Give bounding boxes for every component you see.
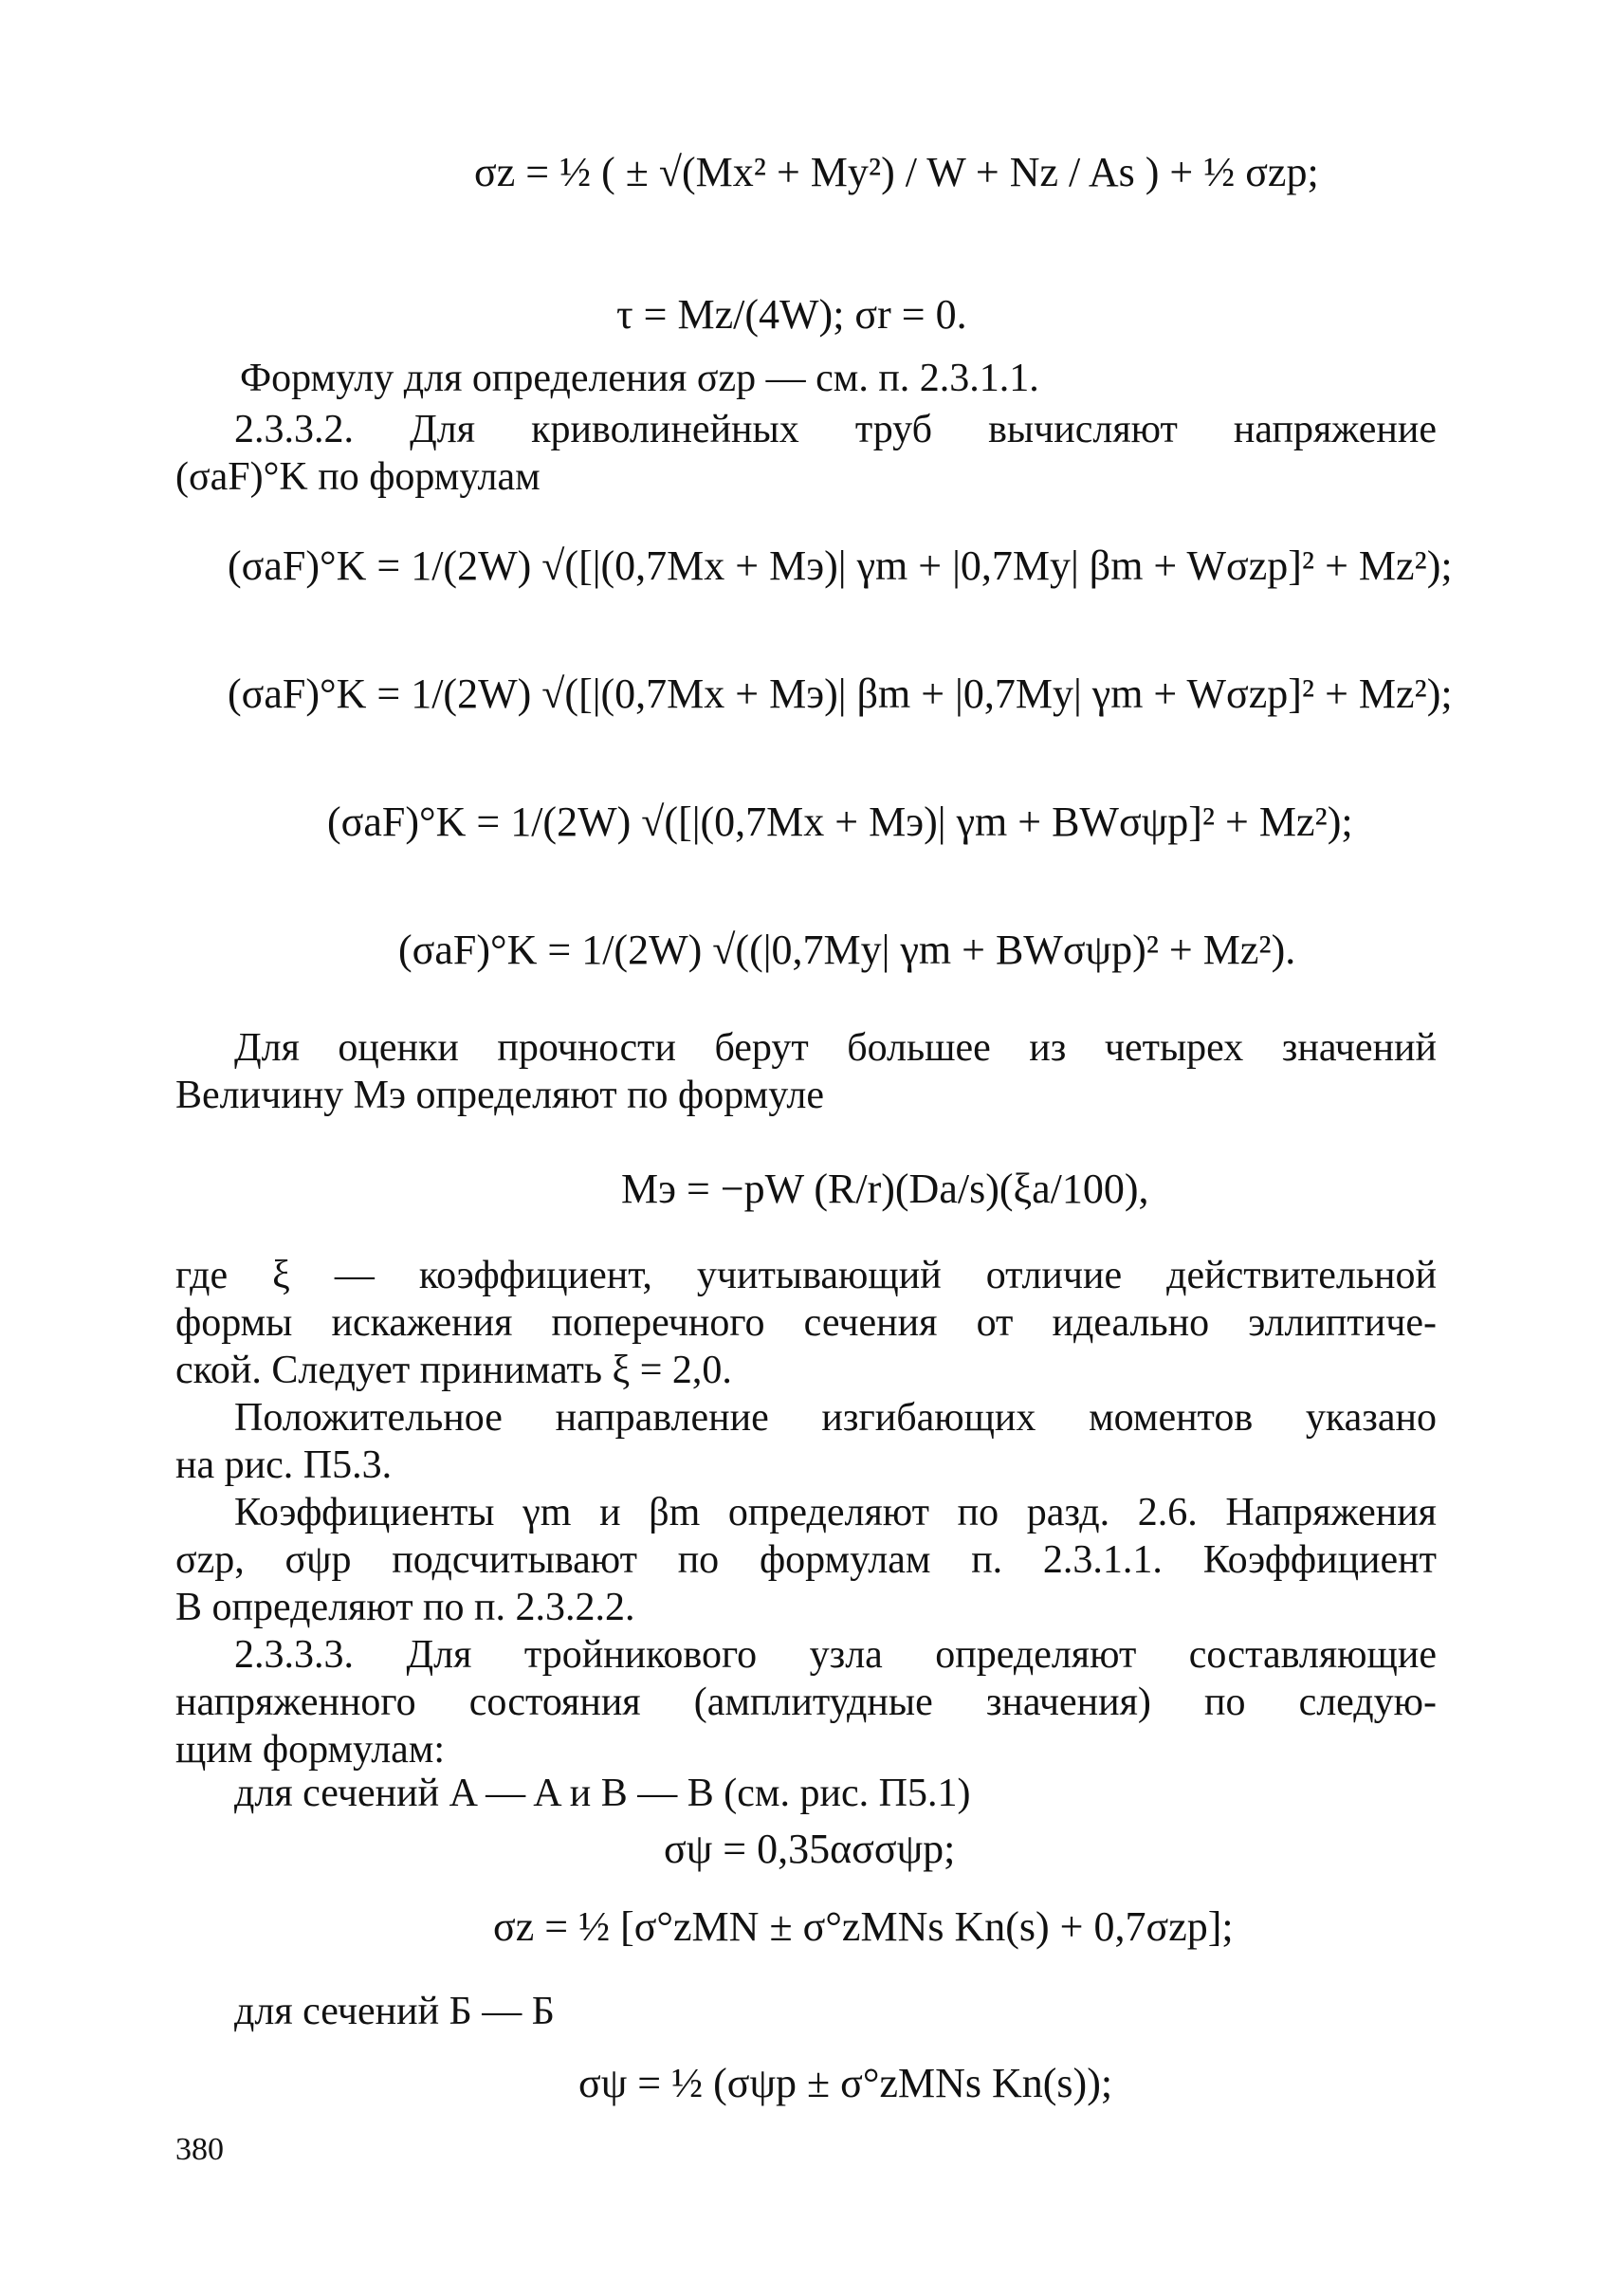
text-line: ской. Следует принимать ξ = 2,0.: [175, 1349, 732, 1392]
equation-sigma-af-3: (σaF)°K = 1/(2W) √([|(0,7Mx + Mэ)| γm + BWσψp]² + Mz²);: [327, 799, 1353, 845]
text-line: Для оценки прочности берут большее из четырех значений: [234, 1026, 1437, 1070]
equation-sigma-af-4: (σaF)°K = 1/(2W) √((|0,7My| γm + BWσψp)² + Mz²).: [398, 927, 1296, 973]
paragraph-strength: [175, 1024, 1437, 1119]
text-line: Величину Mэ определяют по формуле: [175, 1074, 824, 1117]
paragraph-curved-pipes: [175, 406, 1437, 501]
equation-m-e: Mэ = −pW (R/r)(Da/s)(ξa/100),: [621, 1166, 1149, 1212]
text-line: (σaF)°K по формулам: [175, 455, 541, 499]
text-line: формы искажения поперечного сечения от идеально эллиптиче-: [175, 1301, 1437, 1345]
paragraph-sections-aa-bb: для сечений A — A и B — B (см. рис. П5.1): [234, 1772, 971, 1815]
text-line: σzp, σψp подсчитывают по формулам п. 2.3.1.1. Коэффициент: [175, 1538, 1437, 1582]
equation-sigma-z-tee: σz = ½ [σ°zMN ± σ°zMNs Kn(s) + 0,7σzp];: [493, 1903, 1234, 1950]
text-line: Коэффициенты γm и βm определяют по разд. 2.6. Напряжения: [234, 1491, 1437, 1534]
paragraph-moments: [175, 1394, 1437, 1489]
equation-sigma-af-2: (σaF)°K = 1/(2W) √([|(0,7Mx + Mэ)| βm + |0,7My| γm + Wσzp]² + Mz²);: [228, 670, 1453, 717]
paragraph-xi: [175, 1252, 1437, 1394]
equation-sigma-z: σz = ½ ( ± √(Mx² + My²) / W + Nz / As ) + ½ σzp;: [474, 149, 1319, 195]
paragraph-formula-ref: Формулу для определения σzp — см. п. 2.3.1.1.: [240, 357, 1039, 400]
paragraph-coefficients: [175, 1489, 1437, 1631]
text-line: Положительное направление изгибающих моментов указано: [234, 1396, 1437, 1440]
text-line: на рис. П5.3.: [175, 1443, 393, 1487]
equation-sigma-af-1: (σaF)°K = 1/(2W) √([|(0,7Mx + Mэ)| γm + |0,7My| βm + Wσzp]² + Mz²);: [228, 542, 1453, 589]
paragraph-tee-node: [175, 1631, 1437, 1773]
text-line: где ξ — коэффициент, учитывающий отличие действительной: [175, 1254, 1437, 1297]
text-line: B определяют по п. 2.3.2.2.: [175, 1586, 635, 1629]
text-line: 2.3.3.2. Для криволинейных труб вычисляют напряжение: [234, 408, 1437, 451]
equation-sigma-psi-2: σψ = ½ (σψp ± σ°zMNs Kn(s));: [578, 2060, 1113, 2106]
text-line: 2.3.3.3. Для тройникового узла определяют составляющие: [234, 1633, 1437, 1677]
text-line: напряженного состояния (амплитудные значения) по следую-: [175, 1681, 1437, 1724]
text-line: щим формулам:: [175, 1728, 446, 1772]
paragraph-sections-bb-cyr: для сечений Б — Б: [234, 1990, 555, 2033]
equation-tau: τ = Mz/(4W); σr = 0.: [616, 291, 967, 338]
page-number: 380: [175, 2132, 224, 2167]
equation-sigma-psi-1: σψ = 0,35ασσψp;: [664, 1826, 956, 1872]
